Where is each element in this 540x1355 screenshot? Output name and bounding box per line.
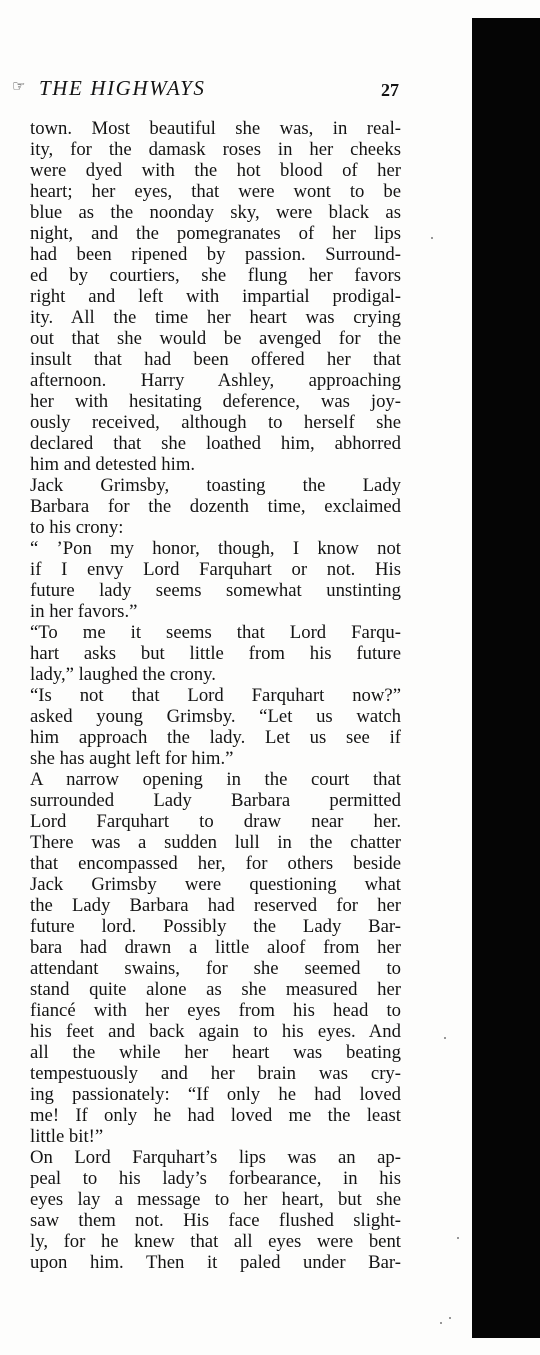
- text-line: asked young Grimsby. “Let us watch: [30, 706, 401, 727]
- text-line: out that she would be avenged for the: [30, 328, 401, 349]
- scan-black-edge: [472, 18, 540, 1338]
- text-line: Jack Grimsby were questioning what: [30, 874, 401, 895]
- text-line: had been ripened by passion. Surround-: [30, 244, 401, 265]
- text-line: “ ’Pon my honor, though, I know not: [30, 538, 401, 559]
- text-line: right and left with impartial prodigal-: [30, 286, 401, 307]
- page-number: 27: [381, 80, 399, 100]
- scan-speck: [457, 1237, 459, 1239]
- text-line: “Is not that Lord Farquhart now?”: [30, 685, 401, 706]
- text-line: insult that had been offered her that: [30, 349, 401, 370]
- text-line: On Lord Farquhart’s lips was an ap-: [30, 1147, 401, 1168]
- text-line: him and detested him.: [30, 454, 196, 475]
- text-line: afternoon. Harry Ashley, approaching: [30, 370, 401, 391]
- text-line: A narrow opening in the court that: [30, 769, 401, 790]
- text-line: if I envy Lord Farquhart or not. His: [30, 559, 401, 580]
- text-line: her with hesitating deference, was joy-: [30, 391, 401, 412]
- text-line: Barbara for the dozenth time, exclaimed: [30, 496, 401, 517]
- text-line: ly, for he knew that all eyes were bent: [30, 1231, 401, 1252]
- text-line: surrounded Lady Barbara permitted: [30, 790, 401, 811]
- text-line: in her favors.”: [30, 601, 138, 622]
- scan-speck: [444, 1037, 446, 1039]
- text-line: saw them not. His face flushed slight-: [30, 1210, 401, 1231]
- text-line: eyes lay a message to her heart, but she: [30, 1189, 401, 1210]
- text-line: stand quite alone as she measured her: [30, 979, 401, 1000]
- text-line: fiancé with her eyes from his head to: [30, 1000, 401, 1021]
- text-line: all the while her heart was beating: [30, 1042, 401, 1063]
- scan-speck: [449, 1317, 451, 1319]
- scan-speck: [431, 237, 433, 239]
- pointing-hand-icon: ☞: [12, 79, 26, 95]
- text-line: lady,” laughed the crony.: [30, 664, 216, 685]
- text-line: him approach the lady. Let us see if: [30, 727, 401, 748]
- text-line: tempestuously and her brain was cry-: [30, 1063, 401, 1084]
- text-line: town. Most beautiful she was, in real-: [30, 118, 401, 139]
- text-line: heart; her eyes, that were wont to be: [30, 181, 401, 202]
- text-line: peal to his lady’s forbearance, in his: [30, 1168, 401, 1189]
- text-line: hart asks but little from his future: [30, 643, 401, 664]
- text-line: me! If only he had loved me the least: [30, 1105, 401, 1126]
- text-line: Lord Farquhart to draw near her.: [30, 811, 401, 832]
- text-line: declared that she loathed him, abhorred: [30, 433, 401, 454]
- text-line: ing passionately: “If only he had loved: [30, 1084, 401, 1105]
- text-line: Jack Grimsby, toasting the Lady: [30, 475, 401, 496]
- text-line: his feet and back again to his eyes. And: [30, 1021, 401, 1042]
- text-line: that encompassed her, for others beside: [30, 853, 401, 874]
- body-text: [30, 118, 401, 1273]
- text-line: ity. All the time her heart was crying: [30, 307, 401, 328]
- text-line: bara had drawn a little aloof from her: [30, 937, 401, 958]
- text-line: were dyed with the hot blood of her: [30, 160, 401, 181]
- text-line: ously received, although to herself she: [30, 412, 401, 433]
- journal-title: THE HIGHWAYS: [39, 76, 206, 100]
- text-line: little bit!”: [30, 1126, 104, 1147]
- page-top-margin: [0, 0, 540, 18]
- text-line: future lord. Possibly the Lady Bar-: [30, 916, 401, 937]
- text-line: ed by courtiers, she flung her favors: [30, 265, 401, 286]
- text-line: night, and the pomegranates of her lips: [30, 223, 401, 244]
- text-line: “To me it seems that Lord Farqu-: [30, 622, 401, 643]
- text-line: to his crony:: [30, 517, 124, 538]
- scan-speck: [440, 1322, 442, 1324]
- text-line: blue as the noonday sky, were black as: [30, 202, 401, 223]
- text-line: There was a sudden lull in the chatter: [30, 832, 401, 853]
- text-line: the Lady Barbara had reserved for her: [30, 895, 401, 916]
- text-line: ity, for the damask roses in her cheeks: [30, 139, 401, 160]
- text-line: she has aught left for him.”: [30, 748, 234, 769]
- text-line: future lady seems somewhat unstinting: [30, 580, 401, 601]
- running-head: [12, 74, 407, 104]
- text-line: attendant swains, for she seemed to: [30, 958, 401, 979]
- text-line: upon him. Then it paled under Bar-: [30, 1252, 401, 1273]
